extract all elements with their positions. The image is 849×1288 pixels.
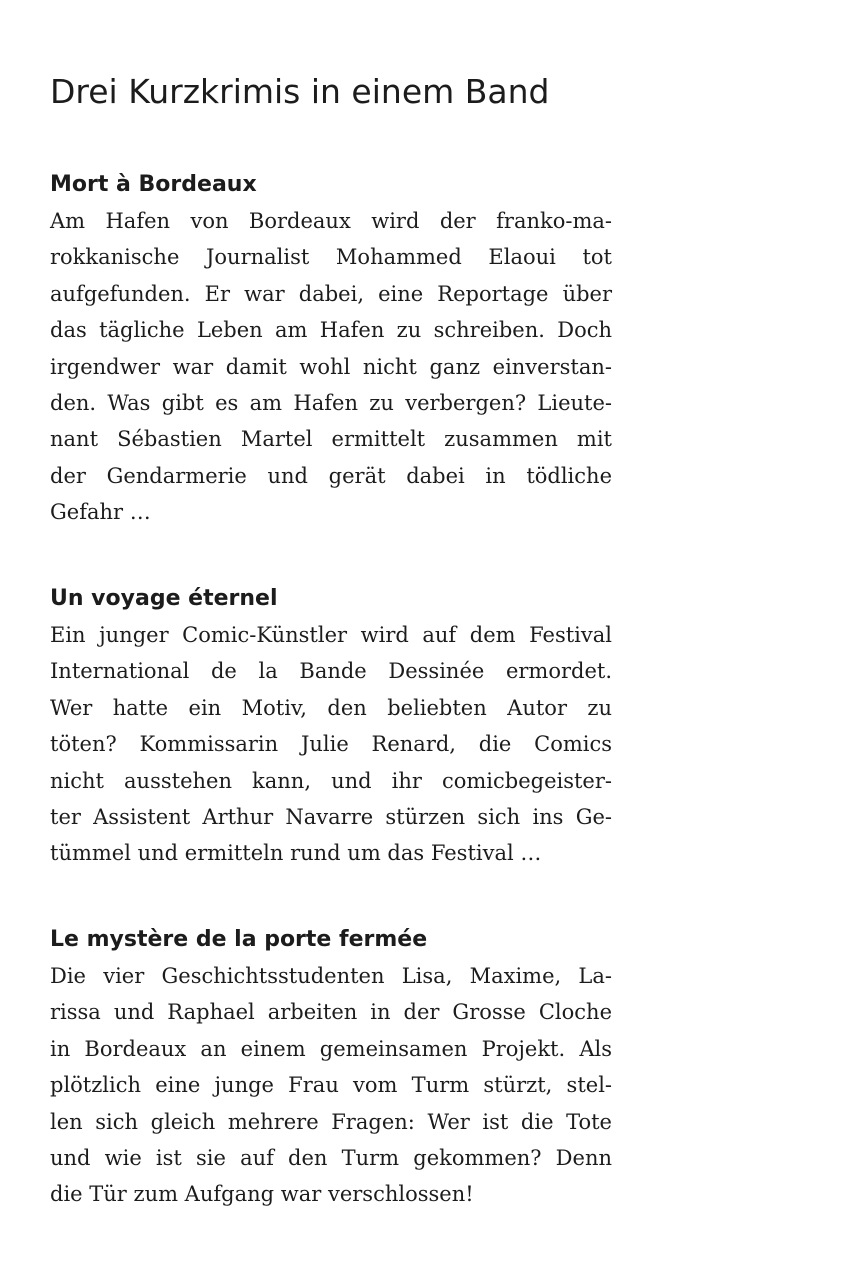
text-line: in Bordeaux an einem gemeinsamen Projekt. Als	[50, 1036, 612, 1061]
text-line: nant Sébastien Martel ermittelt zusammen mit	[50, 427, 612, 452]
text-line: aufgefunden. Er war dabei, eine Reportage über	[50, 281, 612, 306]
text-line: tümmel und ermitteln rund um das Festival …	[50, 841, 542, 866]
story-section-mort-a-bordeaux	[50, 167, 612, 531]
text-line: Die vier Geschichtsstudenten Lisa, Maxime, La-	[50, 964, 612, 988]
text-line: Wer hatte ein Motiv, den beliebten Autor zu	[50, 695, 612, 720]
text-line: rissa und Raphael arbeiten in der Grosse Cloche	[50, 1000, 612, 1025]
story-text	[50, 958, 612, 1213]
text-line: plötzlich eine junge Frau vom Turm stürzt, stel-	[50, 1073, 612, 1098]
text-line: Ein junger Comic-Künstler wird auf dem Festival	[50, 623, 612, 647]
text-line: nicht ausstehen kann, und ihr comicbegeister-	[50, 768, 612, 793]
text-line: irgendwer war damit wohl nicht ganz einverstan-	[50, 354, 612, 379]
text-line: ter Assistent Arthur Navarre stürzen sich ins Ge-	[50, 804, 612, 829]
text-line: die Tür zum Aufgang war verschlossen!	[50, 1182, 474, 1207]
page-title: Drei Kurzkrimis in einem Band	[50, 72, 550, 111]
text-line: der Gendarmerie und gerät dabei in tödliche	[50, 463, 612, 488]
story-section-le-mystere-de-la-porte-fermee	[50, 922, 612, 1213]
text-line: den. Was gibt es am Hafen zu verbergen? Lieute-	[50, 390, 612, 415]
story-text	[50, 203, 612, 531]
text-line: International de la Bande Dessinée ermordet.	[50, 659, 612, 684]
story-heading: Un voyage éternel	[50, 586, 278, 611]
text-line: Gefahr …	[50, 500, 151, 525]
text-line: len sich gleich mehrere Fragen: Wer ist die Tote	[50, 1109, 612, 1134]
text-line: das tägliche Leben am Hafen zu schreiben. Doch	[50, 318, 612, 343]
story-heading: Mort à Bordeaux	[50, 172, 257, 197]
text-line: töten? Kommissarin Julie Renard, die Comics	[50, 732, 612, 757]
text-line: rokkanische Journalist Mohammed Elaoui tot	[50, 245, 612, 270]
story-heading: Le mystère de la porte fermée	[50, 927, 428, 952]
story-section-un-voyage-eternel	[50, 581, 612, 872]
text-line: Am Hafen von Bordeaux wird der franko-ma-	[50, 209, 612, 233]
text-line: und wie ist sie auf den Turm gekommen? Denn	[50, 1145, 612, 1170]
story-text	[50, 617, 612, 872]
